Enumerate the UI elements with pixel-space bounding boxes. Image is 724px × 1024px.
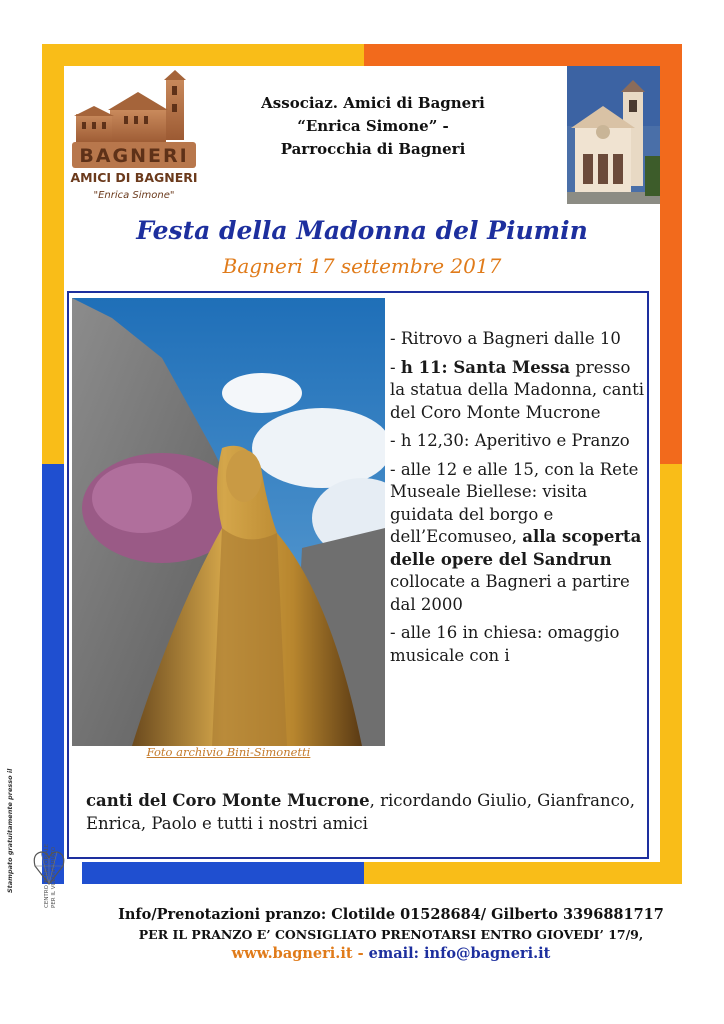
website-link[interactable]: www.bagneri.it (231, 945, 353, 962)
print-note: Stampato gratuitamente presso il (6, 768, 14, 893)
booking-notice: PER IL PRANZO E’ CONSIGLIATO PRENOTARSI ENTRO GIOVEDI’ 17/9, (138, 927, 644, 942)
program-list (390, 328, 648, 673)
logo-label: AMICI DI BAGNERI (70, 170, 198, 185)
frame-left-yellow (42, 44, 64, 464)
frame-top-yellow (42, 44, 364, 66)
statue-photo (72, 298, 385, 746)
frame-left-blue (42, 464, 64, 884)
program-item-mass: - h 11: Santa Messa presso la statua della Madonna, canti del Coro Monte Mucrone (390, 357, 645, 422)
frame-top-orange (364, 44, 682, 66)
program-item-gathering: - Ritrovo a Bagneri dalle 10 (390, 329, 621, 348)
bagneri-logo (68, 70, 200, 210)
frame-right-yellow (660, 464, 682, 884)
logo-name: BAGNERI (79, 145, 189, 167)
email-link[interactable]: email: info@bagneri.it (368, 945, 551, 962)
mass-time: h 11: Santa Messa (400, 357, 571, 377)
program-item-lunch: - h 12,30: Aperitivo e Pranzo (390, 431, 630, 450)
frame-bottom-yellow (364, 862, 682, 884)
tour-highlight: alla scoperta delle opere del Sandrun (390, 527, 642, 569)
program-item-concert-end: canti del Coro Monte Mucrone, ricordando Giulio, Gianfranco, Enrica, Paolo e tutti i nostri amici (86, 791, 635, 833)
church-photo-image (567, 66, 660, 204)
volunteer-centre-text: CENTRO TERRITORIALE PER IL VOLONTARIATO (44, 843, 57, 908)
contact-line (0, 945, 724, 962)
page-title: Festa della Madonna del Piumin (136, 216, 588, 245)
contact-separator: - (352, 945, 369, 962)
heart-logo-icon (32, 840, 66, 892)
church-photo (567, 66, 660, 204)
madonna-statue-image (72, 298, 385, 746)
association-line-3: Parrocchia di Bagneri (280, 140, 466, 158)
frame-bottom-blue (82, 862, 364, 884)
association-block (228, 92, 518, 161)
event-date: Bagneri 17 settembre 2017 (222, 254, 502, 278)
choir-highlight: canti del Coro Monte Mucrone (86, 791, 370, 810)
church-logo-icon (68, 70, 200, 170)
frame-right-orange (660, 44, 682, 464)
program-item-concert-start: - alle 16 in chiesa: omaggio musicale con i (390, 623, 620, 665)
logo-subtitle: "Enrica Simone" (93, 190, 175, 201)
program-item-tour: - alle 12 e alle 15, con la Rete Museale Biellese: visita guidata del borgo e dell’Ecomuseo, alla scoperta delle opere del Sandrun collocate a Bagneri a partire dal 2000 (390, 459, 642, 614)
association-line-1: Associaz. Amici di Bagneri (261, 94, 485, 112)
booking-info: Info/Prenotazioni pranzo: Clotilde 01528684/ Gilberto 3396881717 (118, 906, 664, 923)
photo-caption: Foto archivio Bini-Simonetti (146, 745, 311, 759)
association-line-2: “Enrica Simone” - (297, 117, 449, 135)
volunteer-centre-logo (32, 840, 66, 892)
